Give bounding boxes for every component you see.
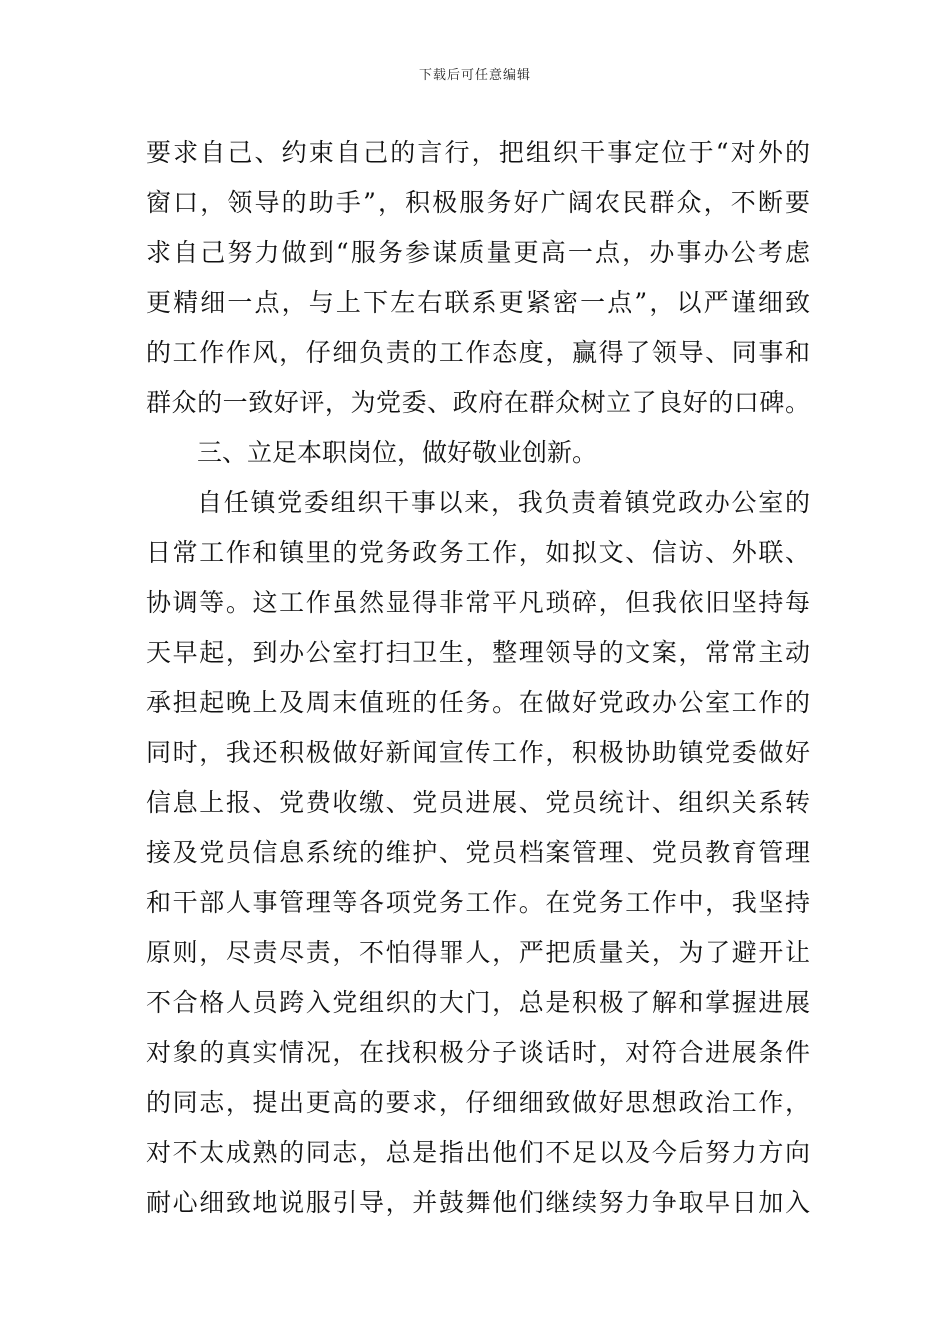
text-line: 的工作作风，仔细负责的工作态度，赢得了领导、同事和 xyxy=(146,338,810,367)
text-line: 和干部人事管理等各项党务工作。在党务工作中，我坚持 xyxy=(146,888,810,917)
text-line: 窗口，领导的助手”，积极服务好广阔农民群众，不断要 xyxy=(146,188,810,217)
text-line: 接及党员信息系统的维护、党员档案管理、党员教育管理 xyxy=(146,838,810,867)
text-line: 信息上报、党费收缴、党员进展、党员统计、组织关系转 xyxy=(146,788,810,817)
paragraph-first-line: 自任镇党委组织干事以来，我负责着镇党政办公室的 xyxy=(197,488,810,517)
text-line: 不合格人员跨入党组织的大门，总是积极了解和掌握进展 xyxy=(146,988,810,1017)
text-line: 要求自己、约束自己的言行，把组织干事定位于“对外的 xyxy=(146,138,810,167)
text-line: 的同志，提出更高的要求，仔细细致做好思想政治工作， xyxy=(146,1088,810,1117)
text-line: 原则，尽责尽责，不怕得罪人，严把质量关，为了避开让 xyxy=(146,938,810,967)
text-line: 对象的真实情况，在找积极分子谈话时，对符合进展条件 xyxy=(146,1038,810,1067)
section-heading: 三、立足本职岗位，做好敬业创新。 xyxy=(197,438,598,467)
text-line: 对不太成熟的同志，总是指出他们不足以及今后努力方向 xyxy=(146,1138,810,1167)
text-line: 同时，我还积极做好新闻宣传工作，积极协助镇党委做好 xyxy=(146,738,810,767)
text-line: 求自己努力做到“服务参谋质量更高一点，办事办公考虑 xyxy=(146,238,810,267)
text-line: 耐心细致地说服引导，并鼓舞他们继续努力争取早日加入 xyxy=(146,1188,810,1217)
text-line: 群众的一致好评，为党委、政府在群众树立了良好的口碑。 xyxy=(146,388,810,417)
text-line: 协调等。这工作虽然显得非常平凡琐碎，但我依旧坚持每 xyxy=(146,588,810,617)
text-line: 承担起晚上及周末值班的任务。在做好党政办公室工作的 xyxy=(146,688,810,717)
document-body xyxy=(146,128,810,1228)
page-header: 下载后可任意编辑 xyxy=(418,68,531,83)
text-line: 天早起，到办公室打扫卫生，整理领导的文案，常常主动 xyxy=(146,638,810,667)
text-line: 日常工作和镇里的党务政务工作，如拟文、信访、外联、 xyxy=(146,538,810,567)
text-line: 更精细一点，与上下左右联系更紧密一点”，以严谨细致 xyxy=(146,288,810,317)
